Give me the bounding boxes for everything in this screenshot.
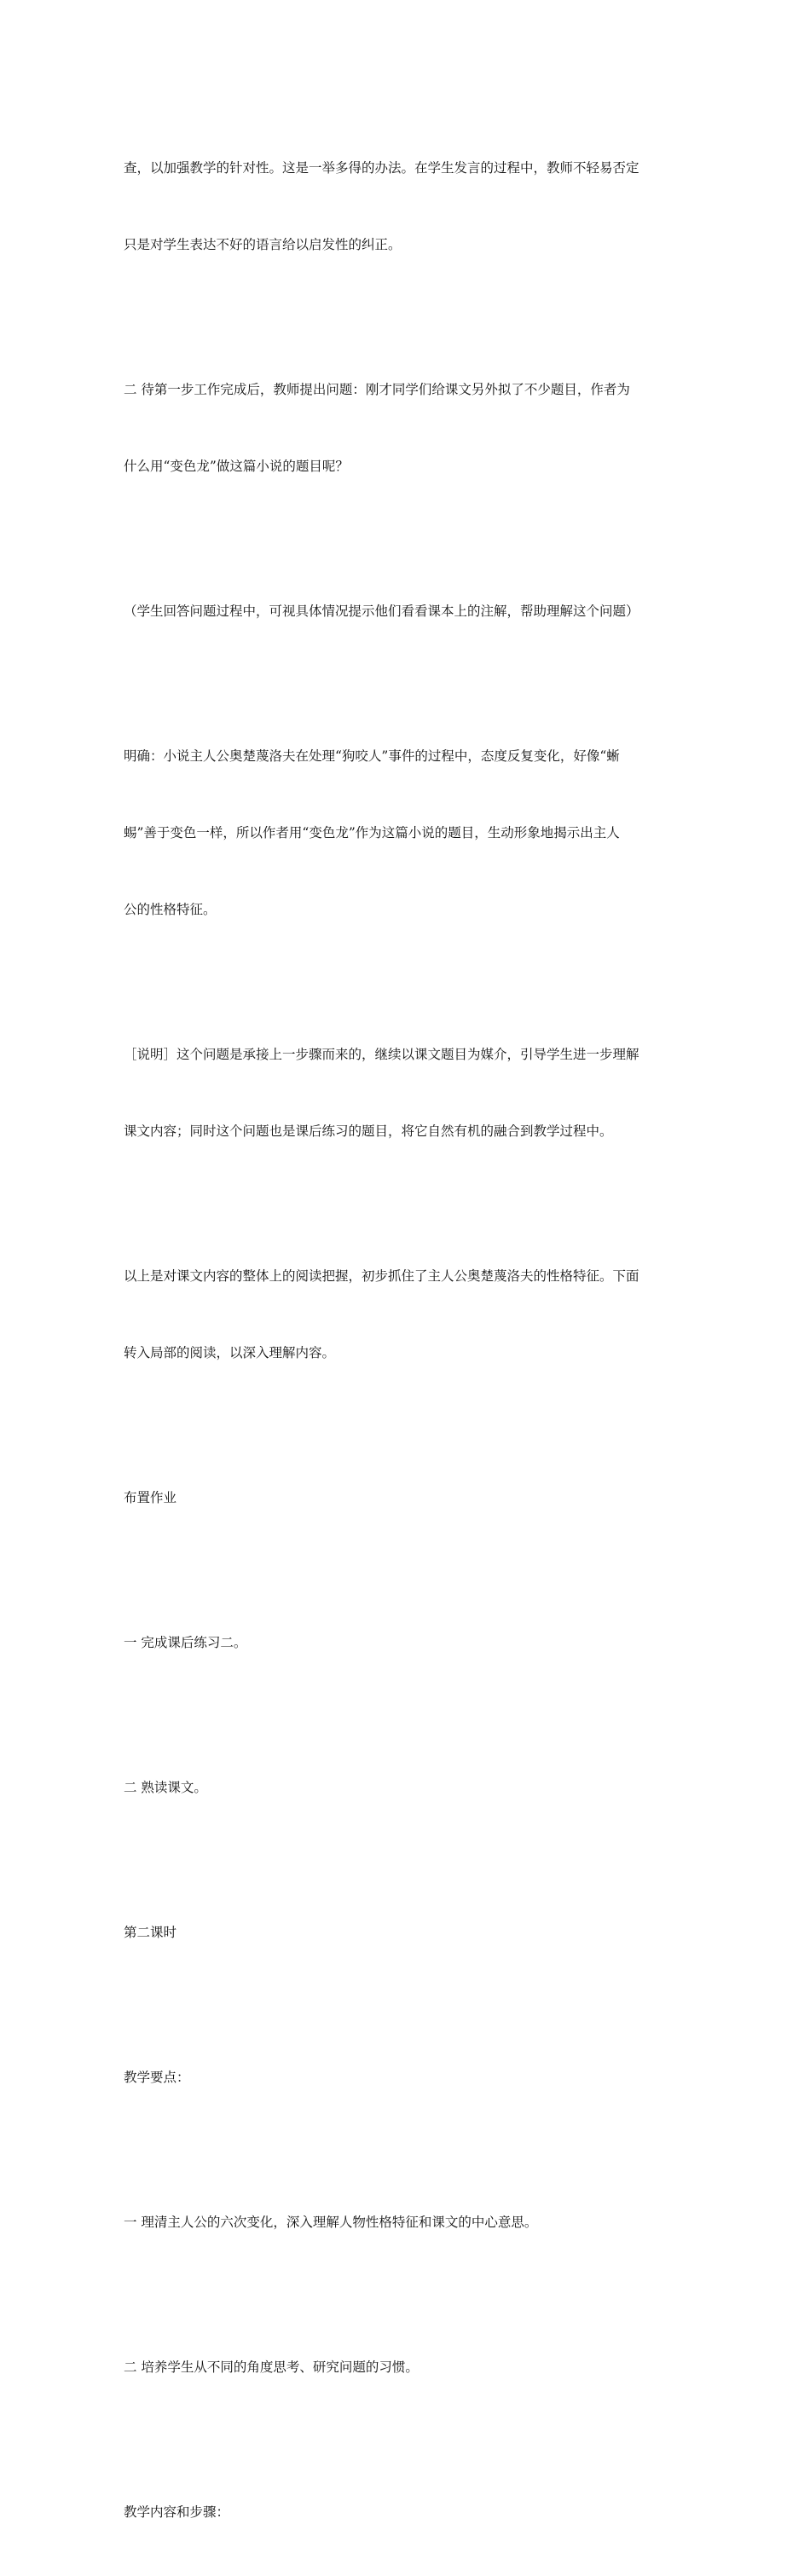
homework-item-one (124, 1579, 691, 1707)
paragraph-clarification (124, 692, 691, 973)
paragraph-summary (124, 1212, 691, 1417)
text-line: 教学内容和步骤： (124, 2504, 230, 2520)
text-line: 明确：小说主人公奥楚蔑洛夫在处理“狗咬人”事件的过程中，态度反复变化，好像“蜥 (124, 748, 620, 764)
text-line: 二 待第一步工作完成后，教师提出问题：刚才同学们给课文另外拟了不少题目，作者为 (124, 382, 630, 397)
text-line: 二 培养学生从不同的角度思考、研究问题的习惯。 (124, 2359, 419, 2375)
text-line: 只是对学生表达不好的语言给以启发性的纠正。 (124, 237, 402, 252)
paragraph-explanation (124, 991, 691, 1195)
heading-teaching-points (124, 2013, 691, 2141)
teaching-point-one (124, 2158, 691, 2286)
text-line: ［说明］这个问题是承接上一步骤而来的，继续以课文题目为媒介，引导学生进一步理解 (124, 1047, 639, 1062)
homework-item-two (124, 1724, 691, 1851)
text-line: 转入局部的阅读，以深入理解内容。 (124, 1345, 336, 1360)
text-line: 查，以加强教学的针对性。这是一举多得的办法。在学生发言的过程中，教师不轻易否定 (124, 160, 639, 176)
text-line: 以上是对课文内容的整体上的阅读把握，初步抓住了主人公奥楚蔑洛夫的性格特征。下面 (124, 1268, 639, 1284)
paragraph-student-note (124, 547, 691, 675)
text-line: 二 熟读课文。 (124, 1780, 207, 1795)
text-line: 教学要点： (124, 2070, 190, 2085)
heading-homework (124, 1434, 691, 1562)
text-line: （学生回答问题过程中，可视具体情况提示他们看看课本上的注解，帮助理解这个问题） (124, 604, 639, 619)
heading-teaching-steps (124, 2448, 691, 2576)
text-line: 一 完成课后练习二。 (124, 1635, 247, 1650)
text-line: 一 理清主人公的六次变化，深入理解人物性格特征和课文的中心意思。 (124, 2215, 538, 2230)
document-body (124, 104, 691, 2576)
paragraph-intro-continuation (124, 104, 691, 309)
text-line: 公的性格特征。 (124, 902, 217, 917)
text-line: 什么用“变色龙”做这篇小说的题目呢？ (124, 459, 349, 474)
text-line: 蜴”善于变色一样，所以作者用“变色龙”作为这篇小说的题目，生动形象地揭示出主人 (124, 825, 620, 840)
heading-second-lesson (124, 1868, 691, 1996)
text-line: 课文内容；同时这个问题也是课后练习的题目，将它自然有机的融合到教学过程中。 (124, 1123, 613, 1139)
text-line: 第二课时 (124, 1925, 177, 1940)
text-line: 布置作业 (124, 1490, 177, 1505)
paragraph-step-two (124, 326, 691, 530)
teaching-point-two (124, 2303, 691, 2431)
